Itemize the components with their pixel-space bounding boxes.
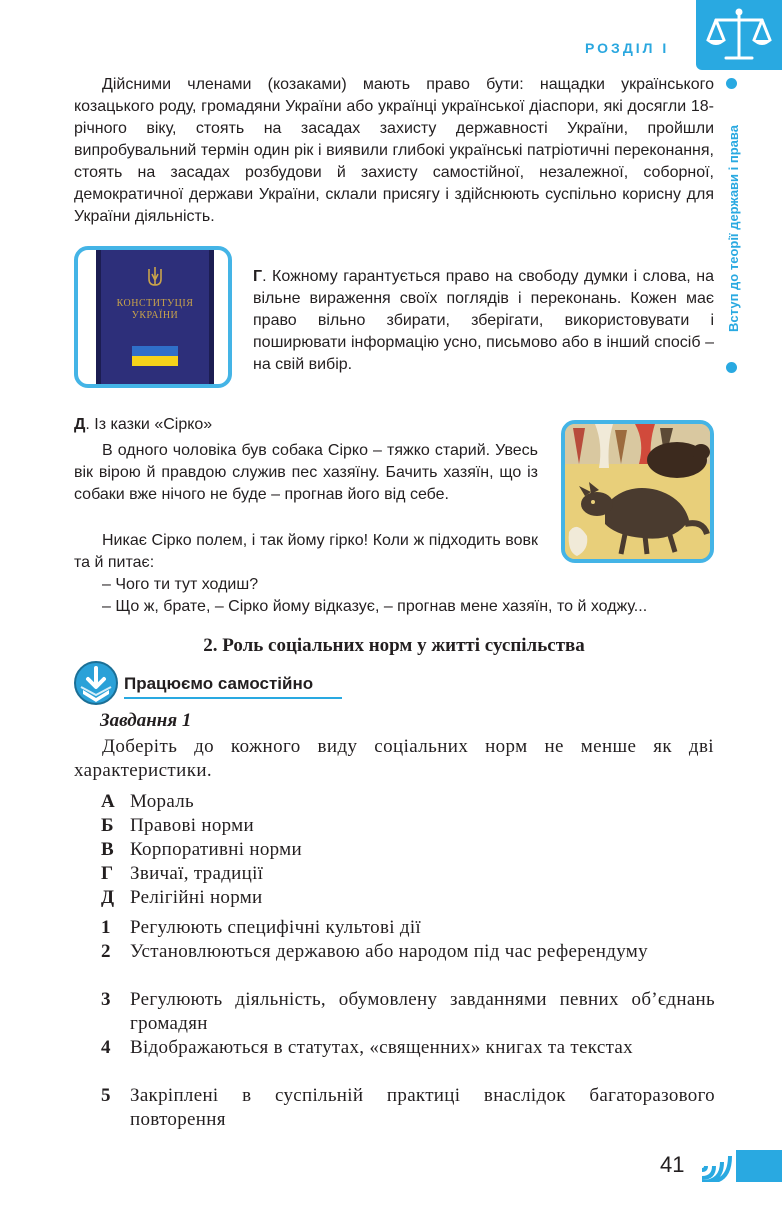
section-badge	[696, 0, 782, 70]
quote-letter: Г	[253, 268, 263, 285]
download-arrow-icon	[73, 660, 119, 706]
section-heading: 2. Роль соціальних норм у житті суспільства	[203, 635, 585, 656]
wifi-waves-icon	[700, 1150, 782, 1182]
side-chapter-title: Вступ до теорії держави і права	[725, 124, 741, 332]
fairytale-letter: Д	[74, 416, 86, 433]
letter-option: Д Релігійні норми	[101, 887, 263, 908]
dog-and-wolf-illustration	[565, 424, 710, 559]
constitution-book-title: КОНСТИТУЦІЯ УКРАЇНИ	[116, 298, 194, 321]
side-chapter-tab	[718, 78, 748, 378]
fairytale-paragraph-2: Никає Сірко полем, і так йому гірко! Коли ж підходить вовк та й питає:	[74, 532, 538, 571]
fairytale-paragraph-1: В одного чоловіка був собака Сірко – тяжко старий. Увесь вік вірою й правдою служив пес хазяїну. Бачить хазяїн, що із собаки вже нічого не буде – прогнав його від себе.	[74, 442, 538, 503]
number-option: 5 Закріплені в суспільній практиці внаслідок багаторазового повторення	[101, 1085, 715, 1130]
number-option: 4 Відображаються в статутах, «священних» книгах та текстах	[101, 1037, 633, 1058]
quote-text: . Кожному гарантується право на свободу думки і слова, на вільне вираження своїх поглядів і переконань. Кожен має право вільно збирати, зберігати, використовувати і поширювати інформацію усно, письмово або в інший спосіб – на свій вибір.	[253, 268, 714, 373]
letter-option: Б Правові норми	[101, 815, 254, 836]
work-independently-label: Працюємо самостійно	[124, 674, 314, 693]
task-text: Доберіть до кожного виду соціальних норм не менше як дві характеристики.	[74, 736, 714, 781]
task-title: Завдання 1	[100, 710, 192, 731]
letter-option: А Мораль	[101, 791, 194, 812]
constitution-image	[74, 246, 232, 388]
page-number: 41	[660, 1152, 685, 1177]
letter-option: Г Звичаї, традиції	[101, 863, 264, 884]
section-label: РОЗДІЛ І	[585, 40, 670, 56]
fairytale-heading-text: . Із казки «Сірко»	[85, 416, 213, 433]
constitution-book	[96, 250, 214, 388]
fairytale-illustration	[561, 420, 714, 563]
work-label-underline	[124, 697, 342, 699]
trident-icon	[147, 266, 163, 288]
number-option: 1 Регулюють специфічні культові дії	[101, 917, 421, 938]
number-option: 2 Установлюються державою або народом під час референдуму	[101, 941, 648, 962]
fairytale-heading	[74, 414, 212, 436]
tab-dot-bottom	[726, 362, 737, 373]
number-option: 3 Регулюють діяльність, обумовлену завданнями певних об’єднань громадян	[101, 989, 715, 1034]
scales-of-justice-icon	[704, 6, 774, 64]
ukraine-flag	[132, 346, 178, 366]
constitution-quote	[253, 266, 714, 376]
page-header	[0, 0, 782, 70]
intro-paragraph: Дійсними членами (козаками) мають право бути: нащадки українського козацького роду, громадяни України або українці української діаспори, які досягли 18-річного віку, стоять на засадах захисту державності України, пройшли випробувальний термін один рік і виявили глибокі українські патріотичні переконання, стоять на засадах розбудови й захисту самостійної, незалежної, соборної, демократичної держави України, склали присягу і здійснюють суспільно корисну для України діяльність.	[74, 76, 714, 225]
letter-option: В Корпоративні норми	[101, 839, 302, 860]
dialogue-line: – Що ж, брате, – Сірко йому відказує, – прогнав мене хазяїн, то й ходжу...	[102, 598, 648, 615]
dialogue-line: – Чого ти тут ходиш?	[102, 576, 259, 593]
